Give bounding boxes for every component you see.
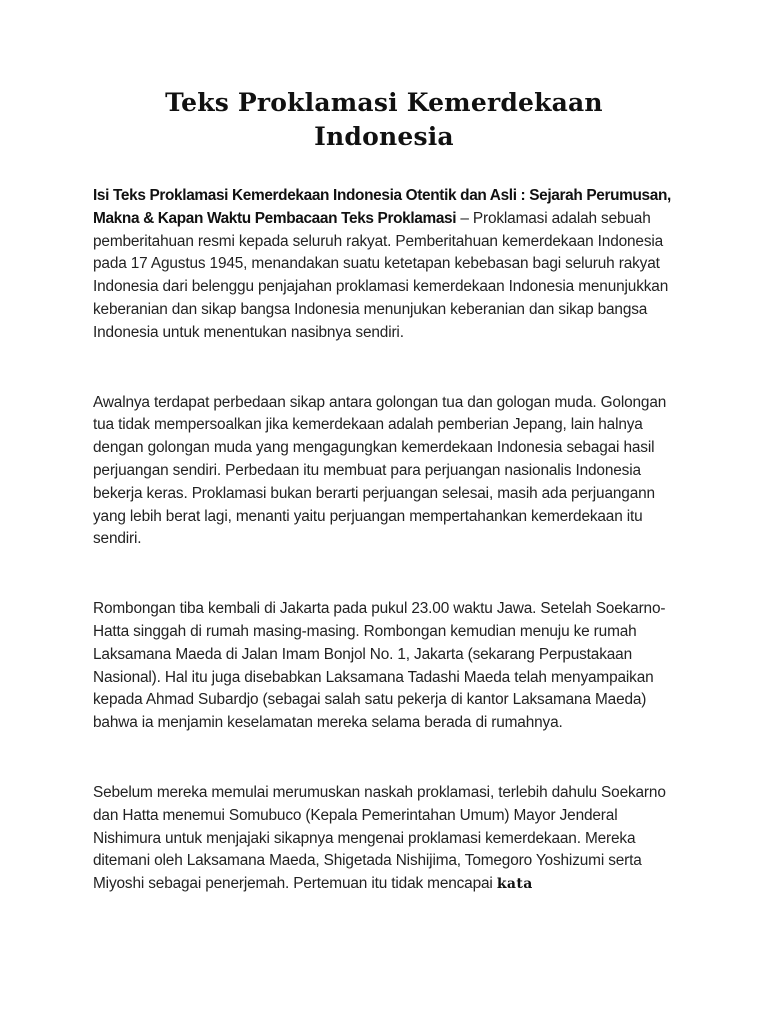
sebelum-tail-word: kata (496, 876, 533, 893)
paragraph-intro (93, 185, 683, 345)
golongan-body-text: Awalnya terdapat perbedaan sikap antara golongan tua dan gologan muda. Golongan tua tidak mempersoalkan jika kemerdekaan adalah pemberian Jepang, lain halnya dengan golongan muda yang mengagungkan kemerdekaan Indonesia sebagai hasil perjuangan sendiri. Perbedaan itu membuat para perjuangan nasionalis Indonesia bekerja keras. Proklamasi bukan berarti perjuangan selesai, masih ada perjuangann yang lebih berat lagi, menanti yaitu perjuangan mempertahankan kemerdekaan itu sendiri. (93, 393, 667, 548)
intro-body-text: – Proklamasi adalah sebuah pemberitahuan resmi kepada seluruh rakyat. Pemberitahuan kemerdekaan Indonesia pada 17 Agustus 1945, menandakan suatu ketetapan kebebasan bagi seluruh rakyat Indonesia dari belenggu penjajahan proklamasi kemerdekaan Indonesia menunjukkan keberanian dan sikap bangsa Indonesia menunjukan keberanian dan sikap bangsa Indonesia untuk menentukan nasibnya sendiri. (93, 209, 669, 341)
paragraph-golongan (93, 392, 683, 552)
paragraph-rombongan (93, 598, 683, 735)
rombongan-body-text: Rombongan tiba kembali di Jakarta pada pukul 23.00 waktu Jawa. Setelah Soekarno-Hatta singgah di rumah masing-masing. Rombongan kemudian menuju ke rumah Laksamana Maeda di Jalan Imam Bonjol No. 1, Jakarta (sekarang Perpustakaan Nasional). Hal itu juga disebabkan Laksamana Tadashi Maeda telah menyampaikan kepada Ahmad Subardjo (sebagai salah satu pekerja di kantor Laksamana Maeda) bahwa ia menjamin keselamatan mereka selama berada di rumahnya. (93, 600, 666, 732)
paragraph-sebelum (93, 782, 683, 896)
intro-lead-phrase: Isi Teks Proklamasi Kemerdekaan Indonesia Otentik dan Asli : Sejarah Perumusan, Makna & Kapan Waktu Pembacaan Teks Proklamasi (93, 187, 671, 227)
document-title: Teks Proklamasi Kemerdekaan Indonesia (165, 88, 603, 151)
document-body (93, 185, 683, 896)
sebelum-body-text: Sebelum mereka memulai merumuskan naskah proklamasi, terlebih dahulu Soekarno dan Hatta menemui Somubuco (Kepala Pemerintahan Umum) Mayor Jenderal Nishimura untuk menjajaki sikapnya mengenai proklamasi kemerdekaan. Mereka ditemani oleh Laksamana Maeda, Shigetada Nishijima, Tomegoro Yoshizumi serta Miyoshi sebagai penerjemah. Pertemuan itu tidak mencapai (93, 783, 666, 893)
